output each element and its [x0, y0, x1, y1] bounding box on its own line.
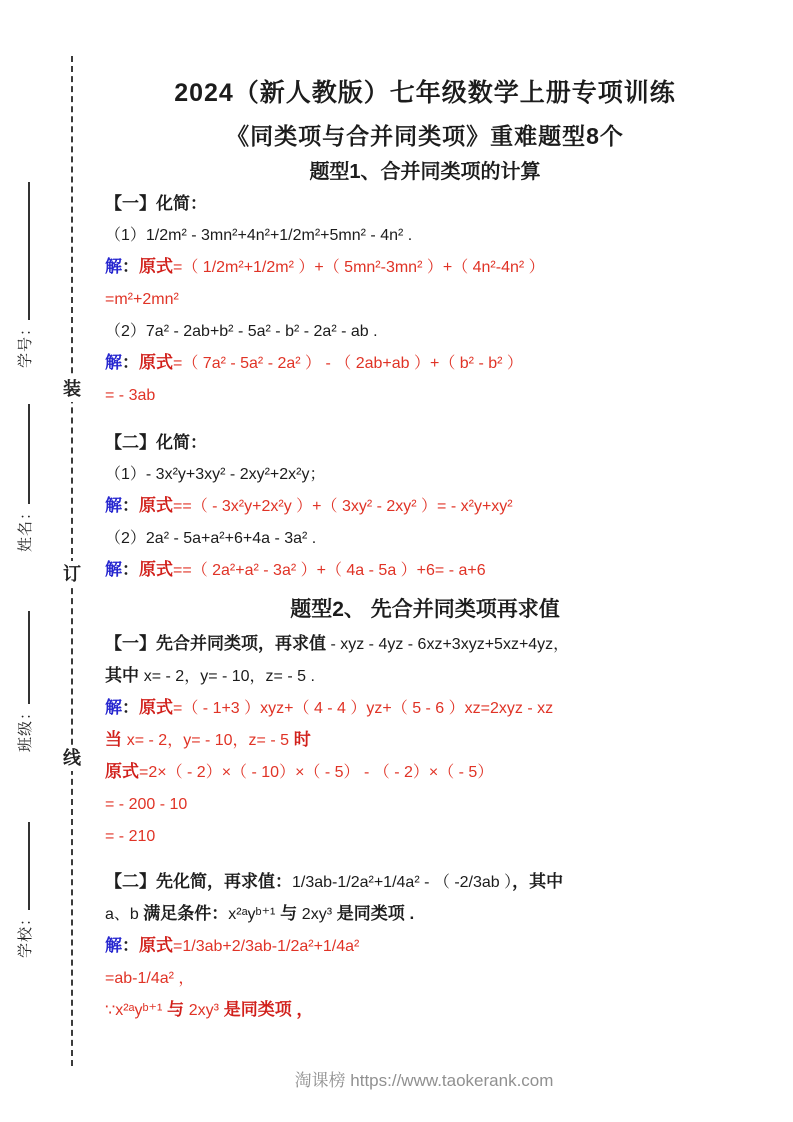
class-blank-line [16, 611, 30, 704]
colon-separator: ： [122, 257, 139, 276]
student-number-blank-line [16, 182, 30, 320]
t1-p1-q2-expression: （2）7a² - 2ab+b² - 5a² - b² - 2a² - ab . [105, 323, 378, 340]
colon-separator: ： [122, 353, 139, 372]
t2-p2-solution-result [105, 962, 745, 994]
yuanshi-label: 原式 [139, 698, 173, 717]
t1-p1-solution-2 [105, 347, 745, 379]
t1-p2-solution-2 [105, 554, 745, 586]
t1-p1-solution-1-result [105, 283, 745, 315]
document-subtitle: 《同类项与合并同类项》重难题型8个 [226, 123, 624, 149]
yuanshi-label: 原式 [105, 762, 139, 781]
t2-p1-when-suffix: 时 [289, 730, 311, 749]
t2-p1-calc-1 [105, 788, 745, 820]
t1-p1-q1-expression: （1）1/2m² - 3mn²+4n²+1/2m²+5mn² - 4n² . [105, 227, 413, 244]
type1-heading: 题型1、合并同类项的计算 [309, 161, 541, 183]
t1-p2-solution-1 [105, 490, 745, 522]
t2-p1-sub-step: =2×（ - 2）×（ - 10）×（ - 5） - （ - 2）×（ - 5） [139, 764, 494, 781]
jie-label: 解 [105, 496, 122, 515]
jie-label: 解 [105, 698, 122, 717]
t1-p2-q1-expression: （1）- 3x²y+3xy² - 2xy²+2x²y； [105, 466, 326, 483]
t2-p1-head-expression: - xyz - 4yz - 6xz+3xyz+5xz+4yz， [326, 636, 570, 653]
t2-p2-cond-term-1: x²ᵃyᵇ⁺¹ [228, 906, 276, 923]
t2-p2-cond-vars: a、b [105, 906, 144, 923]
name-field [14, 404, 38, 552]
t2-p1-head [105, 628, 745, 660]
student-number-field [14, 182, 38, 368]
t1-p1-s2-result: = - 3ab [105, 387, 156, 404]
school-label: 学校： [17, 909, 34, 958]
t2-p2-because-term-1: x²ᵃyᵇ⁺¹ [115, 1002, 163, 1019]
t1-p2-s1-step: ==（ - 3x²y+2x²y ）+（ 3xy² - 2xy² ）= - x²y+xy² [173, 498, 513, 515]
jie-label: 解 [105, 257, 122, 276]
t2-p2-because-and: 与 [162, 1000, 189, 1019]
t2-p2-s-result: =ab-1/4a² ， [105, 970, 195, 987]
t1-p2-head-text: 【二】化简： [105, 433, 207, 452]
class-field [14, 611, 38, 752]
class-label: 班级： [17, 703, 34, 752]
jie-label: 解 [105, 560, 122, 579]
t2-p2-because-term-2: 2xy³ [188, 1002, 219, 1019]
t2-p2-head-text: 【二】先化简，再求值： [105, 872, 292, 891]
binding-char-ding: 订 [62, 561, 82, 587]
binding-char-xian: 线 [62, 745, 82, 771]
t1-p2-question-2 [105, 522, 745, 554]
t2-p2-condition [105, 898, 745, 930]
school-field [14, 822, 38, 958]
t2-p2-cond-term-2: 2xy³ [301, 906, 333, 923]
t1-p1-s1-result: =m²+2mn² [105, 291, 179, 308]
t2-p2-head [105, 866, 745, 898]
jie-label: 解 [105, 353, 122, 372]
colon-separator: ： [122, 936, 139, 955]
t1-p1-question-2 [105, 315, 745, 347]
school-blank-line [16, 822, 30, 910]
t2-p2-because [105, 994, 745, 1026]
t2-p2-cond-text: 满足条件： [143, 904, 229, 923]
binding-char-zhuang: 装 [62, 376, 82, 402]
t2-p1-given-values: x= - 2，y= - 10，z= - 5 . [143, 668, 315, 685]
footer-watermark: 淘课榜 https://www.taokerank.com [294, 1071, 554, 1090]
t1-p1-solution-2-result [105, 379, 745, 411]
t2-p1-when [105, 724, 745, 756]
t2-p2-head-text-2: ，其中 [512, 872, 564, 891]
colon-separator: ： [122, 496, 139, 515]
colon-separator: ： [122, 560, 139, 579]
t2-p2-because-liketerms: 是同类项 ， [218, 1000, 314, 1019]
t2-p1-when-prefix: 当 [105, 730, 127, 749]
t2-p1-given [105, 660, 745, 692]
t2-p1-head-text: 【一】先合并同类项，再求值 [105, 634, 326, 653]
yuanshi-label: 原式 [139, 353, 173, 372]
t2-p1-solution [105, 692, 745, 724]
t2-p1-given-text: 其中 [105, 666, 144, 685]
colon-separator: ： [122, 698, 139, 717]
t1-p2-question-1 [105, 458, 745, 490]
student-number-label: 学号： [17, 319, 34, 368]
t1-p1-solution-1 [105, 251, 745, 283]
t2-p2-cond-liketerms: 是同类项 . [332, 904, 415, 923]
t1-p1-s2-step: =（ 7a² - 5a² - 2a² ） - （ 2ab+ab ）+（ b² - b² ） [173, 355, 523, 372]
because-symbol: ∵ [105, 1002, 116, 1019]
t2-p1-calc2-value: = - 210 [105, 828, 156, 845]
yuanshi-label: 原式 [139, 496, 173, 515]
t1-p2-q2-expression: （2）2a² - 5a+a²+6+4a - 3a² . [105, 530, 317, 547]
t2-p1-calc-2 [105, 820, 745, 852]
t2-p2-solution [105, 930, 745, 962]
t1-p2-s2-step: ==（ 2a²+a² - 3a² ）+（ 4a - 5a ）+6= - a+6 [173, 562, 486, 579]
jie-label: 解 [105, 936, 122, 955]
t2-p2-s-step: =1/3ab+2/3ab-1/2a²+1/4a² [173, 938, 360, 955]
yuanshi-label: 原式 [139, 257, 173, 276]
t2-p2-head-expression: 1/3ab-1/2a²+1/4a² - （ -2/3ab ） [292, 874, 513, 891]
type2-heading: 题型2、 先合并同类项再求值 [290, 598, 560, 621]
t1-p2-head [105, 427, 745, 458]
t1-p1-s1-step: =（ 1/2m²+1/2m² ）+（ 5mn²-3mn² ）+（ 4n²-4n² ） [173, 259, 545, 276]
document-title: 2024（新人教版）七年级数学上册专项训练 [174, 79, 676, 107]
t2-p1-calc1-value: = - 200 - 10 [105, 796, 188, 813]
t1-p1-question-1 [105, 219, 745, 251]
yuanshi-label: 原式 [139, 560, 173, 579]
worksheet-content [105, 70, 745, 1026]
yuanshi-label: 原式 [139, 936, 173, 955]
name-label: 姓名： [17, 503, 34, 552]
t2-p2-cond-and: 与 [275, 904, 302, 923]
t1-p1-head-text: 【一】化简： [105, 194, 207, 213]
t2-p1-when-values: x= - 2，y= - 10，z= - 5 [126, 732, 290, 749]
t2-p1-s-step: =（ - 1+3 ）xyz+（ 4 - 4 ）yz+（ 5 - 6 ）xz=2xyz - xz [173, 700, 554, 717]
t1-p1-head [105, 188, 745, 219]
t2-p1-substitution [105, 756, 745, 788]
name-blank-line [16, 404, 30, 504]
